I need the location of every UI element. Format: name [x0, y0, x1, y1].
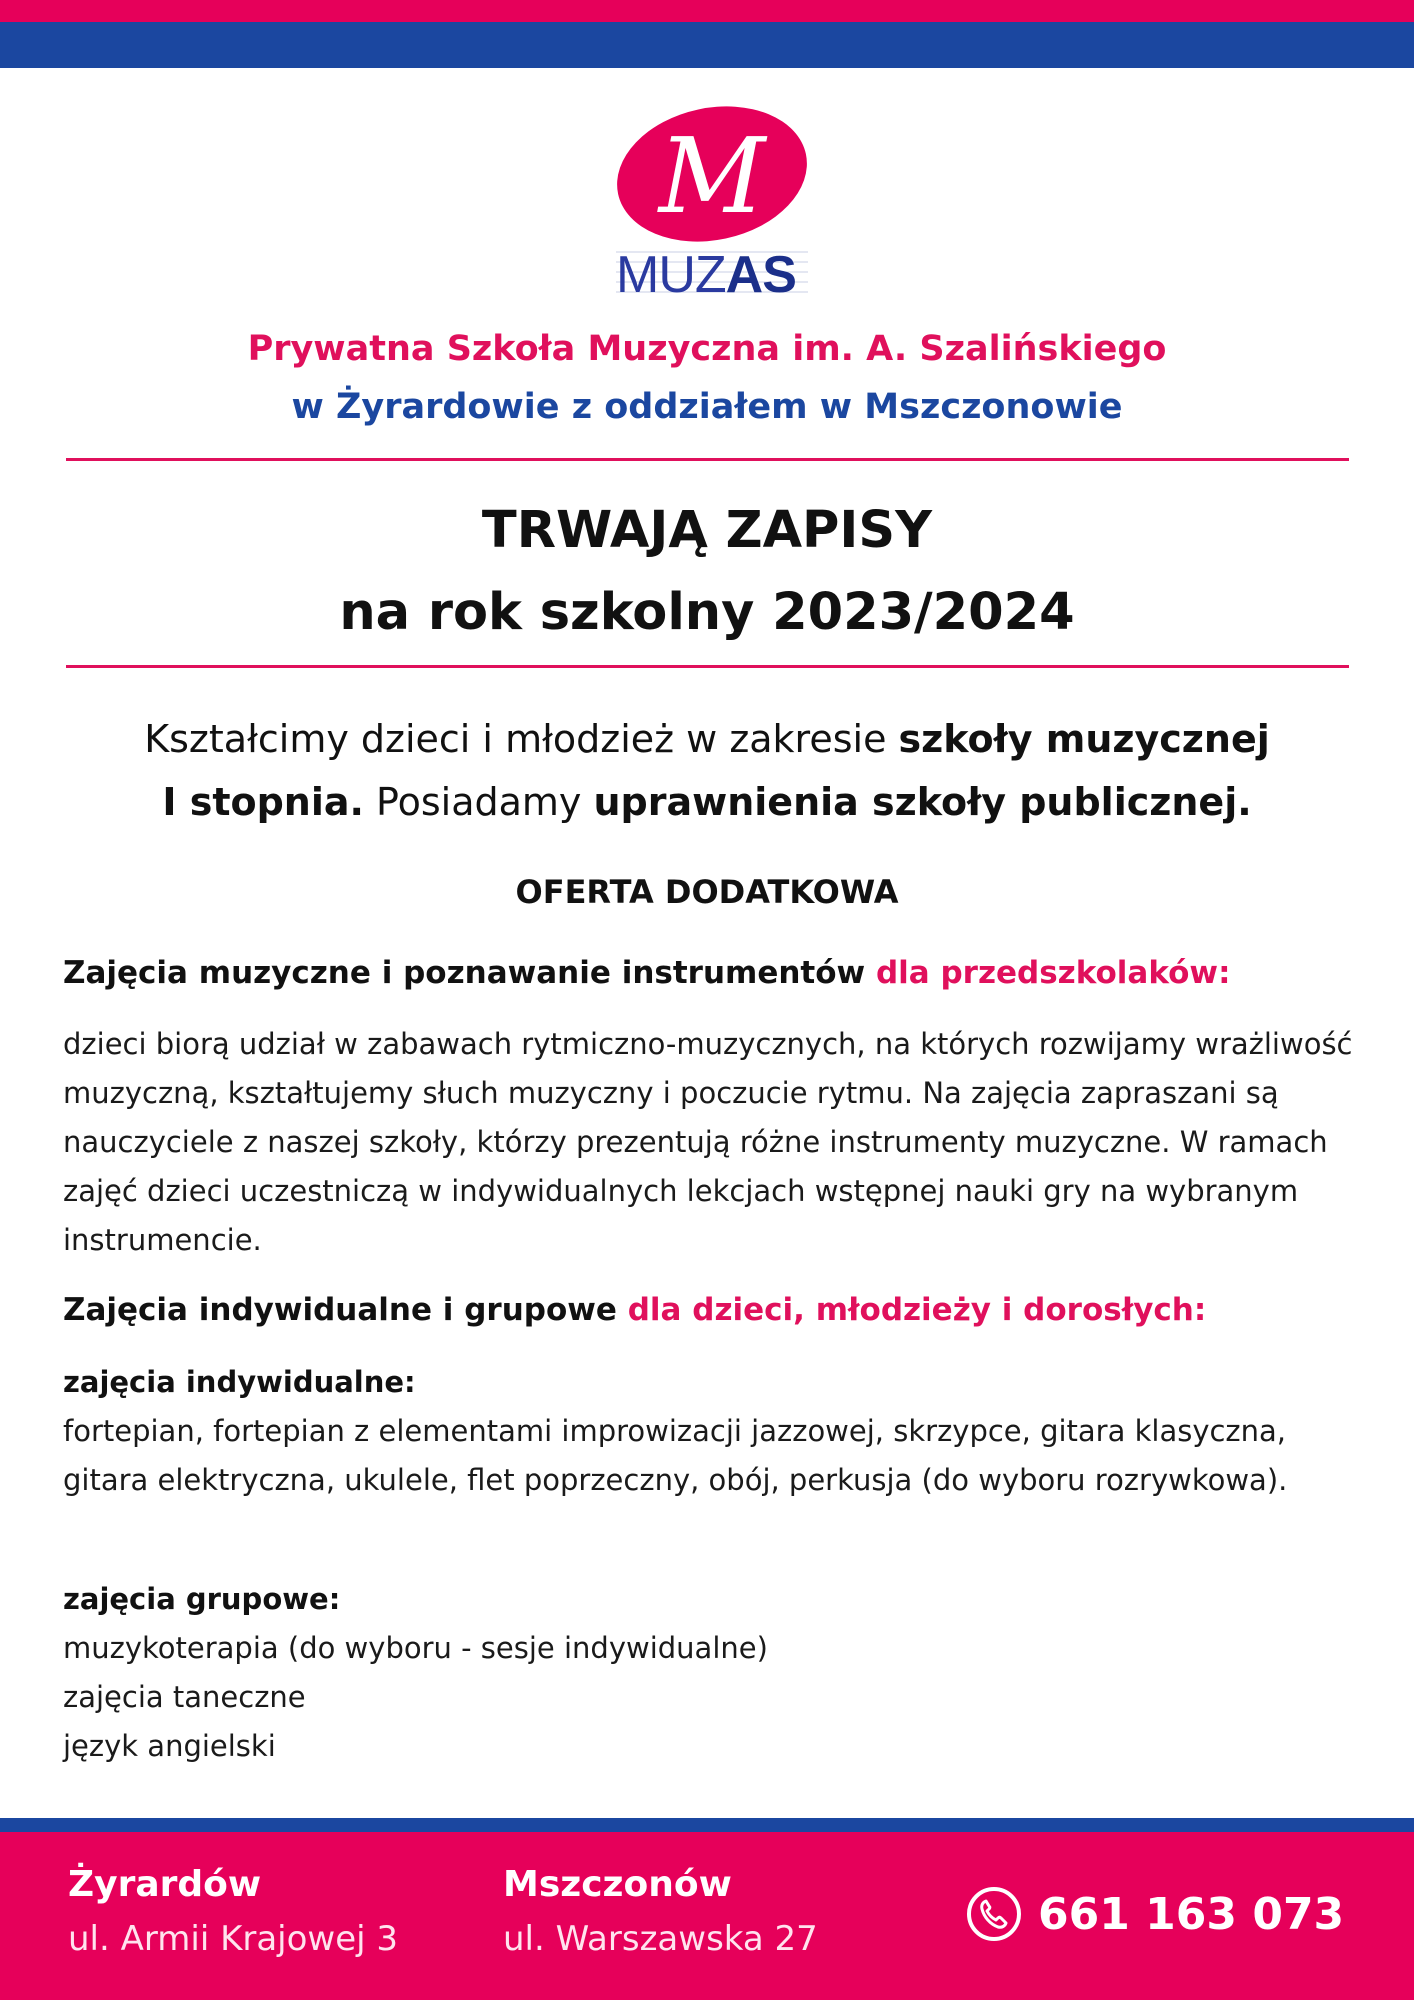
- phone-contact[interactable]: [966, 1882, 1344, 1946]
- location-mszczonow: [503, 1858, 818, 1966]
- section2-heading: [63, 1292, 1206, 1328]
- phone-number[interactable]: 661 163 073: [1038, 1888, 1345, 1940]
- muzas-logo: [612, 92, 812, 302]
- intro-bold3: uprawnienia szkoły publicznej.: [593, 780, 1252, 824]
- bottom-blue-stripe: [0, 1818, 1414, 1832]
- location-street: ul. Warszawska 27: [503, 1919, 818, 1959]
- individual-classes: [63, 1358, 1358, 1505]
- divider-top: [66, 458, 1349, 461]
- intro-bold2: I stopnia.: [162, 780, 364, 824]
- intro-part2: Posiadamy: [363, 780, 594, 824]
- intro-text: [60, 708, 1354, 834]
- section2-heading-text: Zajęcia indywidualne i grupowe: [63, 1292, 628, 1328]
- section1-heading-text: Zajęcia muzyczne i poznawanie instrumentów: [63, 955, 876, 991]
- headline: [0, 490, 1414, 654]
- individual-list: fortepian, fortepian z elementami improwizacji jazzowej, skrzypce, gitara klasyczna, gitara elektryczna, ukulele, flet poprzeczny, obój, perkusja (do wyboru rozrywkowa).: [63, 1414, 1288, 1497]
- svg-text:MUZAS: MUZAS: [616, 246, 796, 302]
- location-street: ul. Armii Krajowej 3: [68, 1919, 399, 1959]
- group-item: muzykoterapia (do wyboru - sesje indywidualne): [63, 1631, 768, 1665]
- school-name: [0, 320, 1414, 436]
- group-title: zajęcia grupowe:: [63, 1582, 341, 1616]
- section1-text: dzieci biorą udział w zabawach rytmiczno-muzycznych, na których rozwijamy wrażliwość muzyczną, kształtujemy słuch muzyczny i poczucie rytmu. Na zajęcia zapraszani są nauczyciele z naszej szkoły, którzy prezentują różne instrumenty muzyczne. W ramach zajęć dzieci uczestniczą w indywidualnych lekcjach wstępnej nauki gry na wybranym instrumencie.: [63, 1027, 1353, 1257]
- intro-bold1: szkoły muzycznej: [898, 717, 1270, 761]
- individual-title: zajęcia indywidualne:: [63, 1365, 416, 1399]
- phone-icon: [966, 1886, 1022, 1942]
- location-city: Mszczonów: [503, 1864, 732, 1905]
- location-zyrardow: [68, 1858, 398, 1966]
- school-name-line1: Prywatna Szkoła Muzyczna im. A. Szalińskiego: [247, 329, 1167, 369]
- headline-line1: TRWAJĄ ZAPISY: [481, 501, 933, 560]
- top-pink-stripe: [0, 0, 1414, 22]
- group-item: zajęcia taneczne: [63, 1680, 306, 1714]
- headline-line2: na rok szkolny 2023/2024: [339, 583, 1075, 642]
- top-blue-stripe: [0, 22, 1414, 68]
- section1-heading-audience: dla przedszkolaków:: [875, 955, 1231, 991]
- location-city: Żyrardów: [68, 1864, 262, 1905]
- group-classes: [63, 1575, 1358, 1771]
- svg-text:M: M: [658, 115, 766, 237]
- footer: [0, 1832, 1414, 2000]
- intro-part1: Kształcimy dzieci i młodzież w zakresie: [144, 717, 899, 761]
- group-item: język angielski: [63, 1729, 276, 1763]
- section1-heading: [63, 955, 1230, 991]
- school-name-line2: w Żyrardowie z oddziałem w Mszczonowie: [291, 387, 1123, 427]
- divider-bottom: [66, 665, 1349, 668]
- section2-heading-audience: dla dzieci, młodzieży i dorosłych:: [627, 1292, 1207, 1328]
- offer-title: OFERTA DODATKOWA: [515, 873, 899, 911]
